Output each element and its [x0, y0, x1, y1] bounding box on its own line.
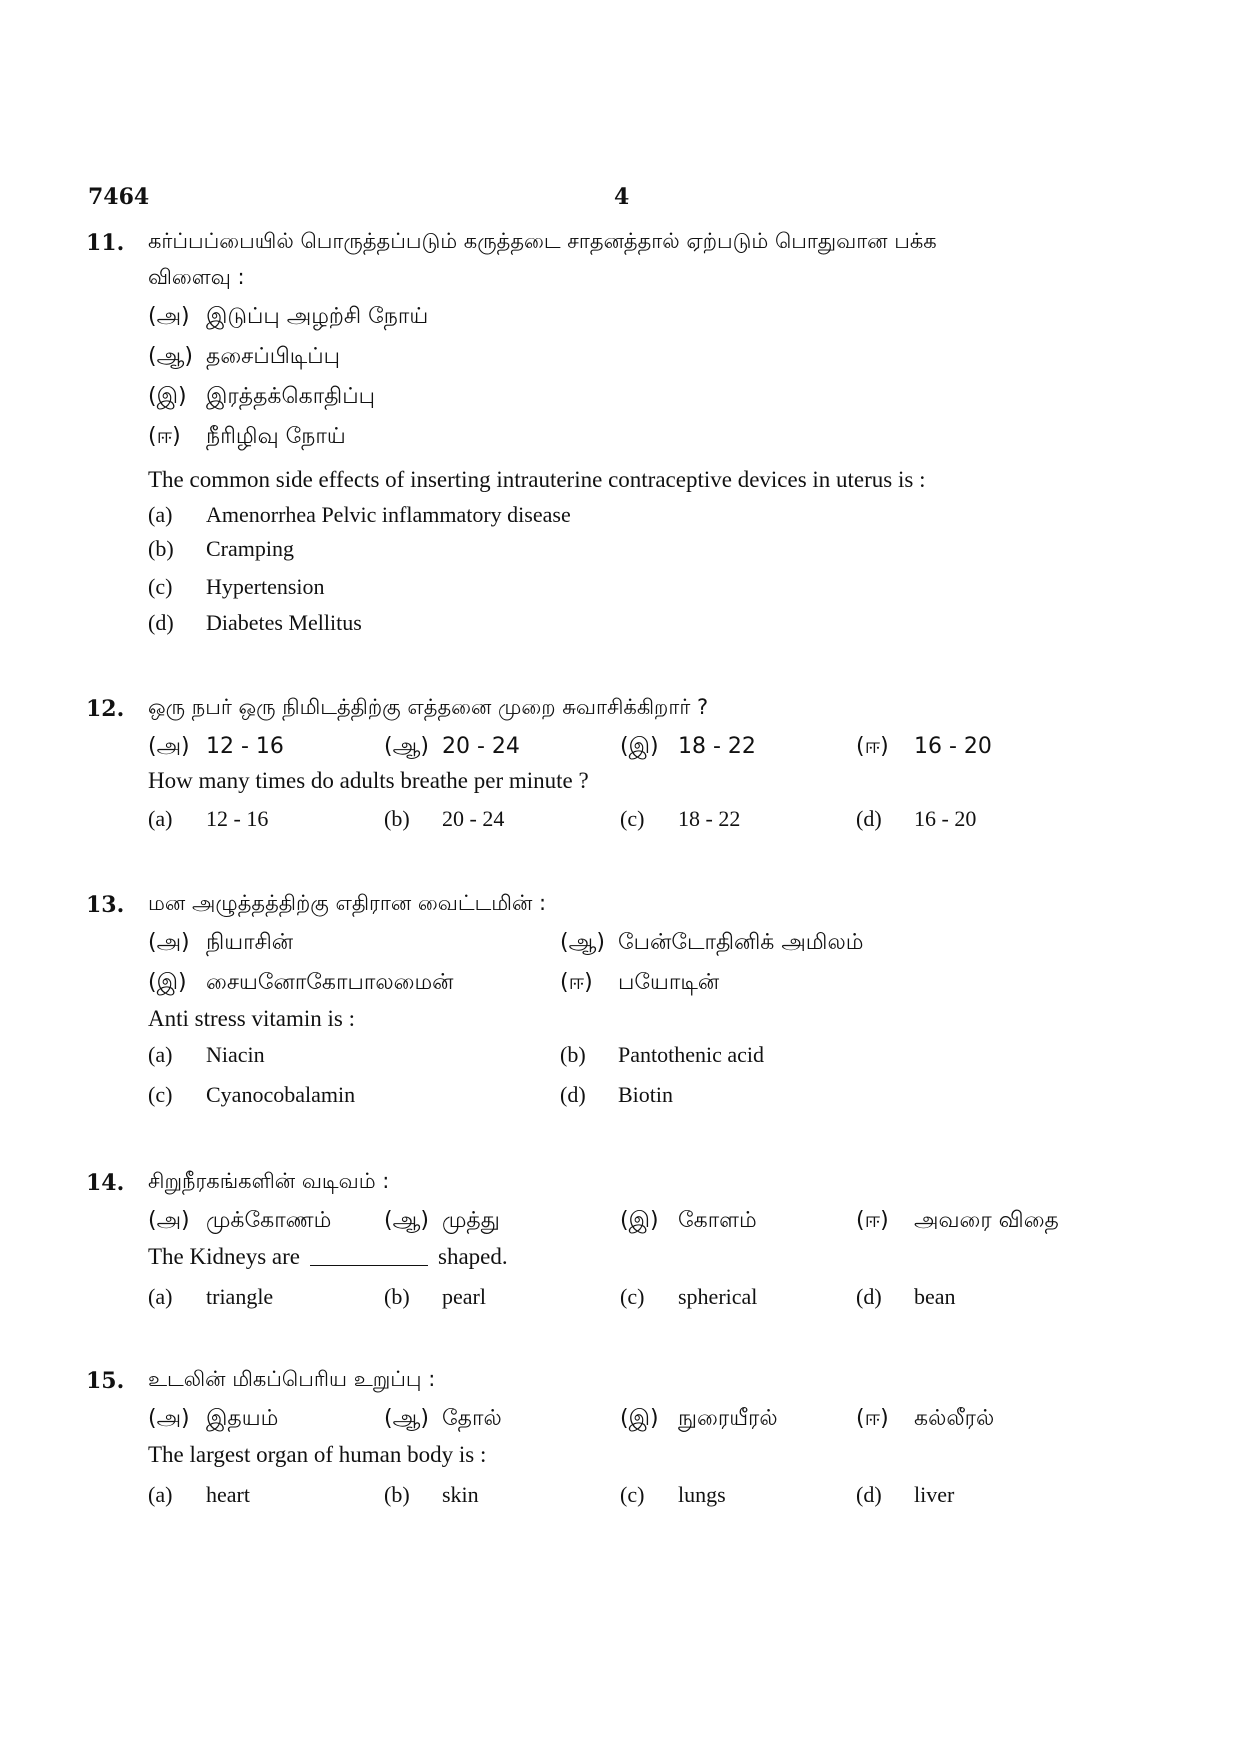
option-english-b	[384, 1480, 479, 1510]
option-text: bean	[914, 1284, 956, 1309]
option-label: (ஈ)	[856, 1406, 889, 1431]
option-label: (ஆ)	[560, 930, 605, 955]
option-text: 18 - 22	[678, 734, 756, 759]
option-tamil-a	[148, 1206, 331, 1236]
option-english-b	[560, 1040, 764, 1070]
option-text: இடுப்பு அழற்சி நோய்	[206, 304, 429, 329]
option-label: (இ)	[620, 1406, 659, 1431]
option-tamil-c	[148, 968, 453, 998]
option-english-d	[148, 608, 362, 638]
option-english-d	[856, 804, 976, 834]
option-label: (ஆ)	[384, 1208, 429, 1233]
option-tamil-b	[148, 342, 340, 372]
option-text: heart	[206, 1482, 250, 1507]
option-label: (a)	[148, 1042, 173, 1067]
option-label: (அ)	[148, 304, 190, 329]
option-text: Pantothenic acid	[618, 1042, 765, 1067]
option-label: (ஆ)	[384, 1406, 429, 1431]
option-tamil-d	[856, 1404, 994, 1434]
option-english-c	[620, 804, 740, 834]
question-text-tamil-cont: விளைவு :	[148, 265, 245, 289]
question-text-tamil: கர்ப்பப்பையில் பொருத்தப்படும் கருத்தடை சாதனத்தால் ஏற்படும் பொதுவான பக்க	[148, 229, 937, 253]
option-label: (a)	[148, 806, 173, 831]
option-text: கோளம்	[678, 1208, 757, 1233]
option-label: (d)	[856, 1482, 882, 1507]
option-text: skin	[442, 1482, 479, 1507]
option-text: 20 - 24	[442, 734, 520, 759]
option-label: (இ)	[148, 384, 187, 409]
option-text: Hypertension	[206, 574, 325, 599]
option-tamil-a	[148, 1404, 278, 1434]
option-english-c	[148, 1080, 355, 1110]
option-text: Diabetes Mellitus	[206, 610, 362, 635]
option-text: Niacin	[206, 1042, 265, 1067]
option-text: pearl	[442, 1284, 486, 1309]
option-label: (d)	[856, 1284, 882, 1309]
option-tamil-d	[856, 1206, 1059, 1236]
option-label: (b)	[560, 1042, 586, 1067]
option-label: (இ)	[148, 970, 187, 995]
option-english-a	[148, 1040, 265, 1070]
option-text: 12 - 16	[206, 734, 284, 759]
question-text-before-blank: The Kidneys are	[148, 1244, 300, 1269]
option-label: (இ)	[620, 734, 659, 759]
option-tamil-d	[856, 732, 992, 762]
option-label: (c)	[620, 1284, 645, 1309]
option-text: Cramping	[206, 536, 294, 561]
option-english-d	[856, 1480, 954, 1510]
question-text-tamil: சிறுநீரகங்களின் வடிவம் :	[148, 1169, 390, 1193]
option-text: நுரையீரல்	[678, 1406, 778, 1431]
option-label: (c)	[620, 1482, 645, 1507]
option-tamil-c	[620, 1404, 778, 1434]
option-label: (ஈ)	[856, 734, 889, 759]
option-english-b	[384, 1282, 486, 1312]
option-text: 16 - 20	[914, 734, 992, 759]
option-label: (அ)	[148, 734, 190, 759]
option-label: (இ)	[620, 1208, 659, 1233]
option-label: (d)	[856, 806, 882, 831]
option-text: Amenorrhea Pelvic inflammatory disease	[206, 502, 571, 527]
option-tamil-d	[148, 422, 346, 452]
option-label: (அ)	[148, 930, 190, 955]
option-text: கல்லீரல்	[914, 1406, 995, 1431]
option-text: 16 - 20	[914, 806, 977, 831]
option-text: liver	[914, 1482, 955, 1507]
option-label: (ஈ)	[856, 1208, 889, 1233]
option-tamil-a	[148, 302, 428, 332]
option-english-c	[148, 572, 325, 602]
option-label: (ஆ)	[384, 734, 429, 759]
option-text: முத்து	[442, 1208, 500, 1233]
option-label: (c)	[148, 574, 173, 599]
option-label: (d)	[148, 610, 174, 635]
option-english-a	[148, 1480, 250, 1510]
question-text-english: The common side effects of inserting intrauterine contraceptive devices in uterus is :	[148, 467, 926, 492]
option-text: தோல்	[442, 1406, 502, 1431]
question-number: 14.	[86, 1170, 125, 1196]
option-text: தசைப்பிடிப்பு	[206, 344, 341, 369]
option-text: இரத்தக்கொதிப்பு	[206, 384, 375, 409]
option-tamil-d	[560, 968, 719, 998]
question-text-english: Anti stress vitamin is :	[148, 1006, 355, 1031]
option-label: (b)	[384, 1284, 410, 1309]
option-label: (d)	[560, 1082, 586, 1107]
answer-blank	[310, 1265, 428, 1266]
option-english-c	[620, 1282, 757, 1312]
option-text: நீரிழிவு நோய்	[206, 424, 346, 449]
option-english-d	[856, 1282, 956, 1312]
option-label: (ஈ)	[148, 424, 181, 449]
option-text: 18 - 22	[678, 806, 741, 831]
option-text: spherical	[678, 1284, 758, 1309]
option-tamil-c	[620, 732, 756, 762]
question-number: 11.	[86, 230, 125, 256]
option-label: (a)	[148, 1284, 173, 1309]
option-tamil-a	[148, 732, 284, 762]
question-number: 15.	[86, 1368, 125, 1394]
option-english-a	[148, 804, 268, 834]
option-text: 20 - 24	[442, 806, 505, 831]
question-text-tamil: மன அழுத்தத்திற்கு எதிரான வைட்டமின் :	[148, 891, 547, 915]
option-label: (ஆ)	[148, 344, 193, 369]
option-text: சையனோகோபாலமைன்	[206, 970, 454, 995]
question-text-after-blank: shaped.	[438, 1244, 508, 1269]
option-english-d	[560, 1080, 673, 1110]
option-tamil-b	[384, 1404, 502, 1434]
option-label: (அ)	[148, 1406, 190, 1431]
option-english-c	[620, 1480, 726, 1510]
option-english-b	[384, 804, 504, 834]
question-number: 12.	[86, 696, 125, 722]
question-number: 13.	[86, 892, 125, 918]
option-label: (a)	[148, 1482, 173, 1507]
page-number: 4	[614, 184, 630, 210]
option-tamil-a	[148, 928, 293, 958]
option-label: (b)	[148, 536, 174, 561]
option-english-b	[148, 534, 294, 564]
option-label: (a)	[148, 502, 173, 527]
option-tamil-b	[384, 732, 520, 762]
question-text-tamil: ஒரு நபர் ஒரு நிமிடத்திற்கு எத்தனை முறை சுவாசிக்கிறார் ?	[148, 695, 709, 719]
option-text: அவரை விதை	[914, 1208, 1059, 1233]
option-label: (ஈ)	[560, 970, 593, 995]
option-text: பேன்டோதினிக் அமிலம்	[618, 930, 864, 955]
option-tamil-c	[620, 1206, 757, 1236]
question-text-english: The largest organ of human body is :	[148, 1442, 487, 1467]
option-english-a	[148, 500, 571, 530]
option-label: (b)	[384, 1482, 410, 1507]
question-text-english: How many times do adults breathe per minute ?	[148, 768, 589, 793]
option-text: பயோடின்	[618, 970, 720, 995]
paper-code: 7464	[88, 184, 150, 210]
option-text: நியாசின்	[206, 930, 294, 955]
option-text: இதயம்	[206, 1406, 279, 1431]
option-tamil-b	[384, 1206, 500, 1236]
option-text: lungs	[678, 1482, 726, 1507]
option-text: Cyanocobalamin	[206, 1082, 356, 1107]
option-label: (c)	[620, 806, 645, 831]
option-label: (c)	[148, 1082, 173, 1107]
option-label: (அ)	[148, 1208, 190, 1233]
question-text-tamil: உடலின் மிகப்பெரிய உறுப்பு :	[148, 1367, 436, 1391]
option-tamil-b	[560, 928, 863, 958]
option-english-a	[148, 1282, 273, 1312]
option-text: triangle	[206, 1284, 274, 1309]
option-text: முக்கோணம்	[206, 1208, 332, 1233]
question-text-english	[148, 1242, 508, 1272]
option-text: 12 - 16	[206, 806, 269, 831]
option-label: (b)	[384, 806, 410, 831]
option-tamil-c	[148, 382, 375, 412]
option-text: Biotin	[618, 1082, 674, 1107]
